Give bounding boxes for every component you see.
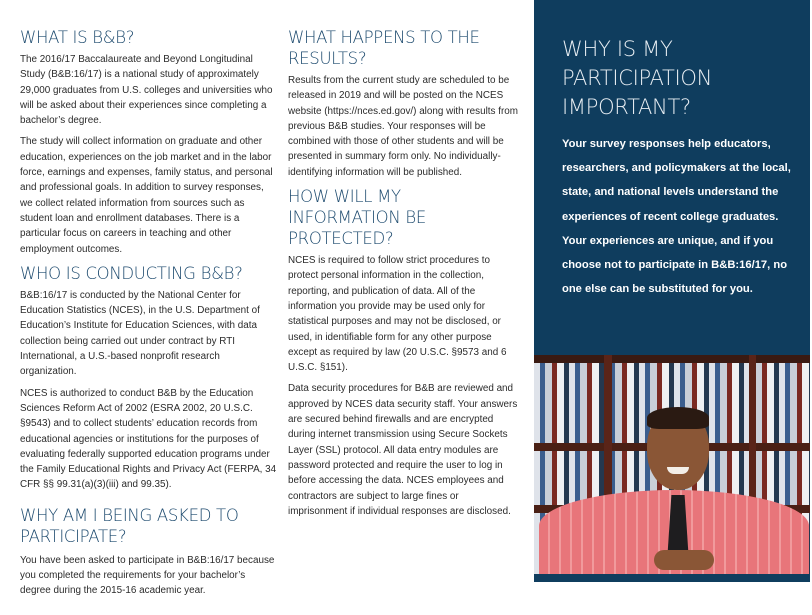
middle-column: [288, 0, 520, 525]
paragraph: The 2016/17 Baccalaureate and Beyond Longitudinal Study (B&B:16/17) is a national study of approximately 29,000 graduates from U.S. colleges and universities who will be asked about their experiences since completing a bachelor’s degree.: [20, 54, 273, 127]
heading-what-is-bb: WHAT IS B&B?: [20, 28, 135, 47]
heading-what-happens-results: WHAT HAPPENS TO THE RESULTS?: [288, 28, 480, 68]
text: Results from the current study are scheduled to be released in 2019 and will be posted on the NCES website (: [288, 75, 510, 117]
left-column: [20, 0, 278, 605]
paragraph: Data security procedures for B&B are reviewed and approved by NCES data security staff. Your answers are secured behind firewalls and are encrypted during internet transmission using Secure Sockets Layer (SSL) protocol. All data entry modules are password protected and require the user to log in before accessing the data. NCES employees and contractors are subject to large fines or imprisonment if individual responses are disclosed.: [288, 383, 518, 517]
hair: [647, 407, 709, 429]
participation-panel: [534, 0, 810, 582]
panel-heading: WHY IS MY PARTICIPATION IMPORTANT?: [562, 37, 713, 119]
heading-who-is-conducting: WHO IS CONDUCTING B&B?: [20, 263, 243, 283]
panel-text: Your survey responses help educators, researchers, and policymakers at the local, state, and national levels understand the experiences of recent college graduates. Your experiences are unique, and if you choose not to participate in B&B:16/17, no one else can be substituted for you.: [562, 138, 791, 296]
paragraph: NCES is required to follow strict procedures to protect personal information in the collection, reporting, and publication of data. All of the information you provide may be used only for statistical purposes and may not be disclosed, or used, in identifiable form for any other purpose except as required by law (20 U.S.C. §9573 and 6 U.S.C. §151).: [288, 255, 507, 374]
paragraph: You have been asked to participate in B&B:16/17 because you completed the requirements for your bachelor’s degree during the 2015-16 academic year.: [20, 554, 275, 597]
student-photo: [534, 355, 810, 574]
smile: [667, 467, 689, 474]
paragraph: NCES is authorized to conduct B&B by the Education Sciences Reform Act of 2002 (ESRA 2002, 20 U.S.C. §9543) and to collect students’ education records from educational agencies or institutions for the purposes of evaluating federally supported education programs under the Family Educational Rights and Privacy Act (FERPA, 34 CFR §§ 99.31(a)(3)(iii) and 99.35).: [20, 387, 277, 491]
heading-how-protected: HOW WILL MY INFORMATION BE PROTECTED?: [288, 187, 426, 249]
paragraph: B&B:16/17 is conducted by the National Center for Education Statistics (NCES), in the U.S. Department of Education’s Institute for Education Sciences, with data collection being carried out under contract by RTI International, a U.S.-based nonprofit research organization.: [20, 289, 260, 378]
hands: [654, 550, 714, 570]
heading-why-am-i-asked: WHY AM I BEING ASKED TO PARTICIPATE?: [20, 505, 239, 546]
paragraph: [288, 73, 520, 180]
paragraph: The study will collect information on graduate and other education, experiences on the job market and in the labor force, earnings and expenses, family status, and personal and professional goals. In addition to survey responses, we collect related information from sources such as student loan and enrollment databases. There is a particular focus on careers in teaching and other employment outcomes.: [20, 136, 273, 255]
text: ) along with results from previous B&B studies. Your responses will be combined with those of other students and will be presented in summary form only. No individually-identifying information will be published.: [288, 105, 518, 178]
nces-website-link[interactable]: https://nces.ed.gov/: [327, 105, 414, 117]
